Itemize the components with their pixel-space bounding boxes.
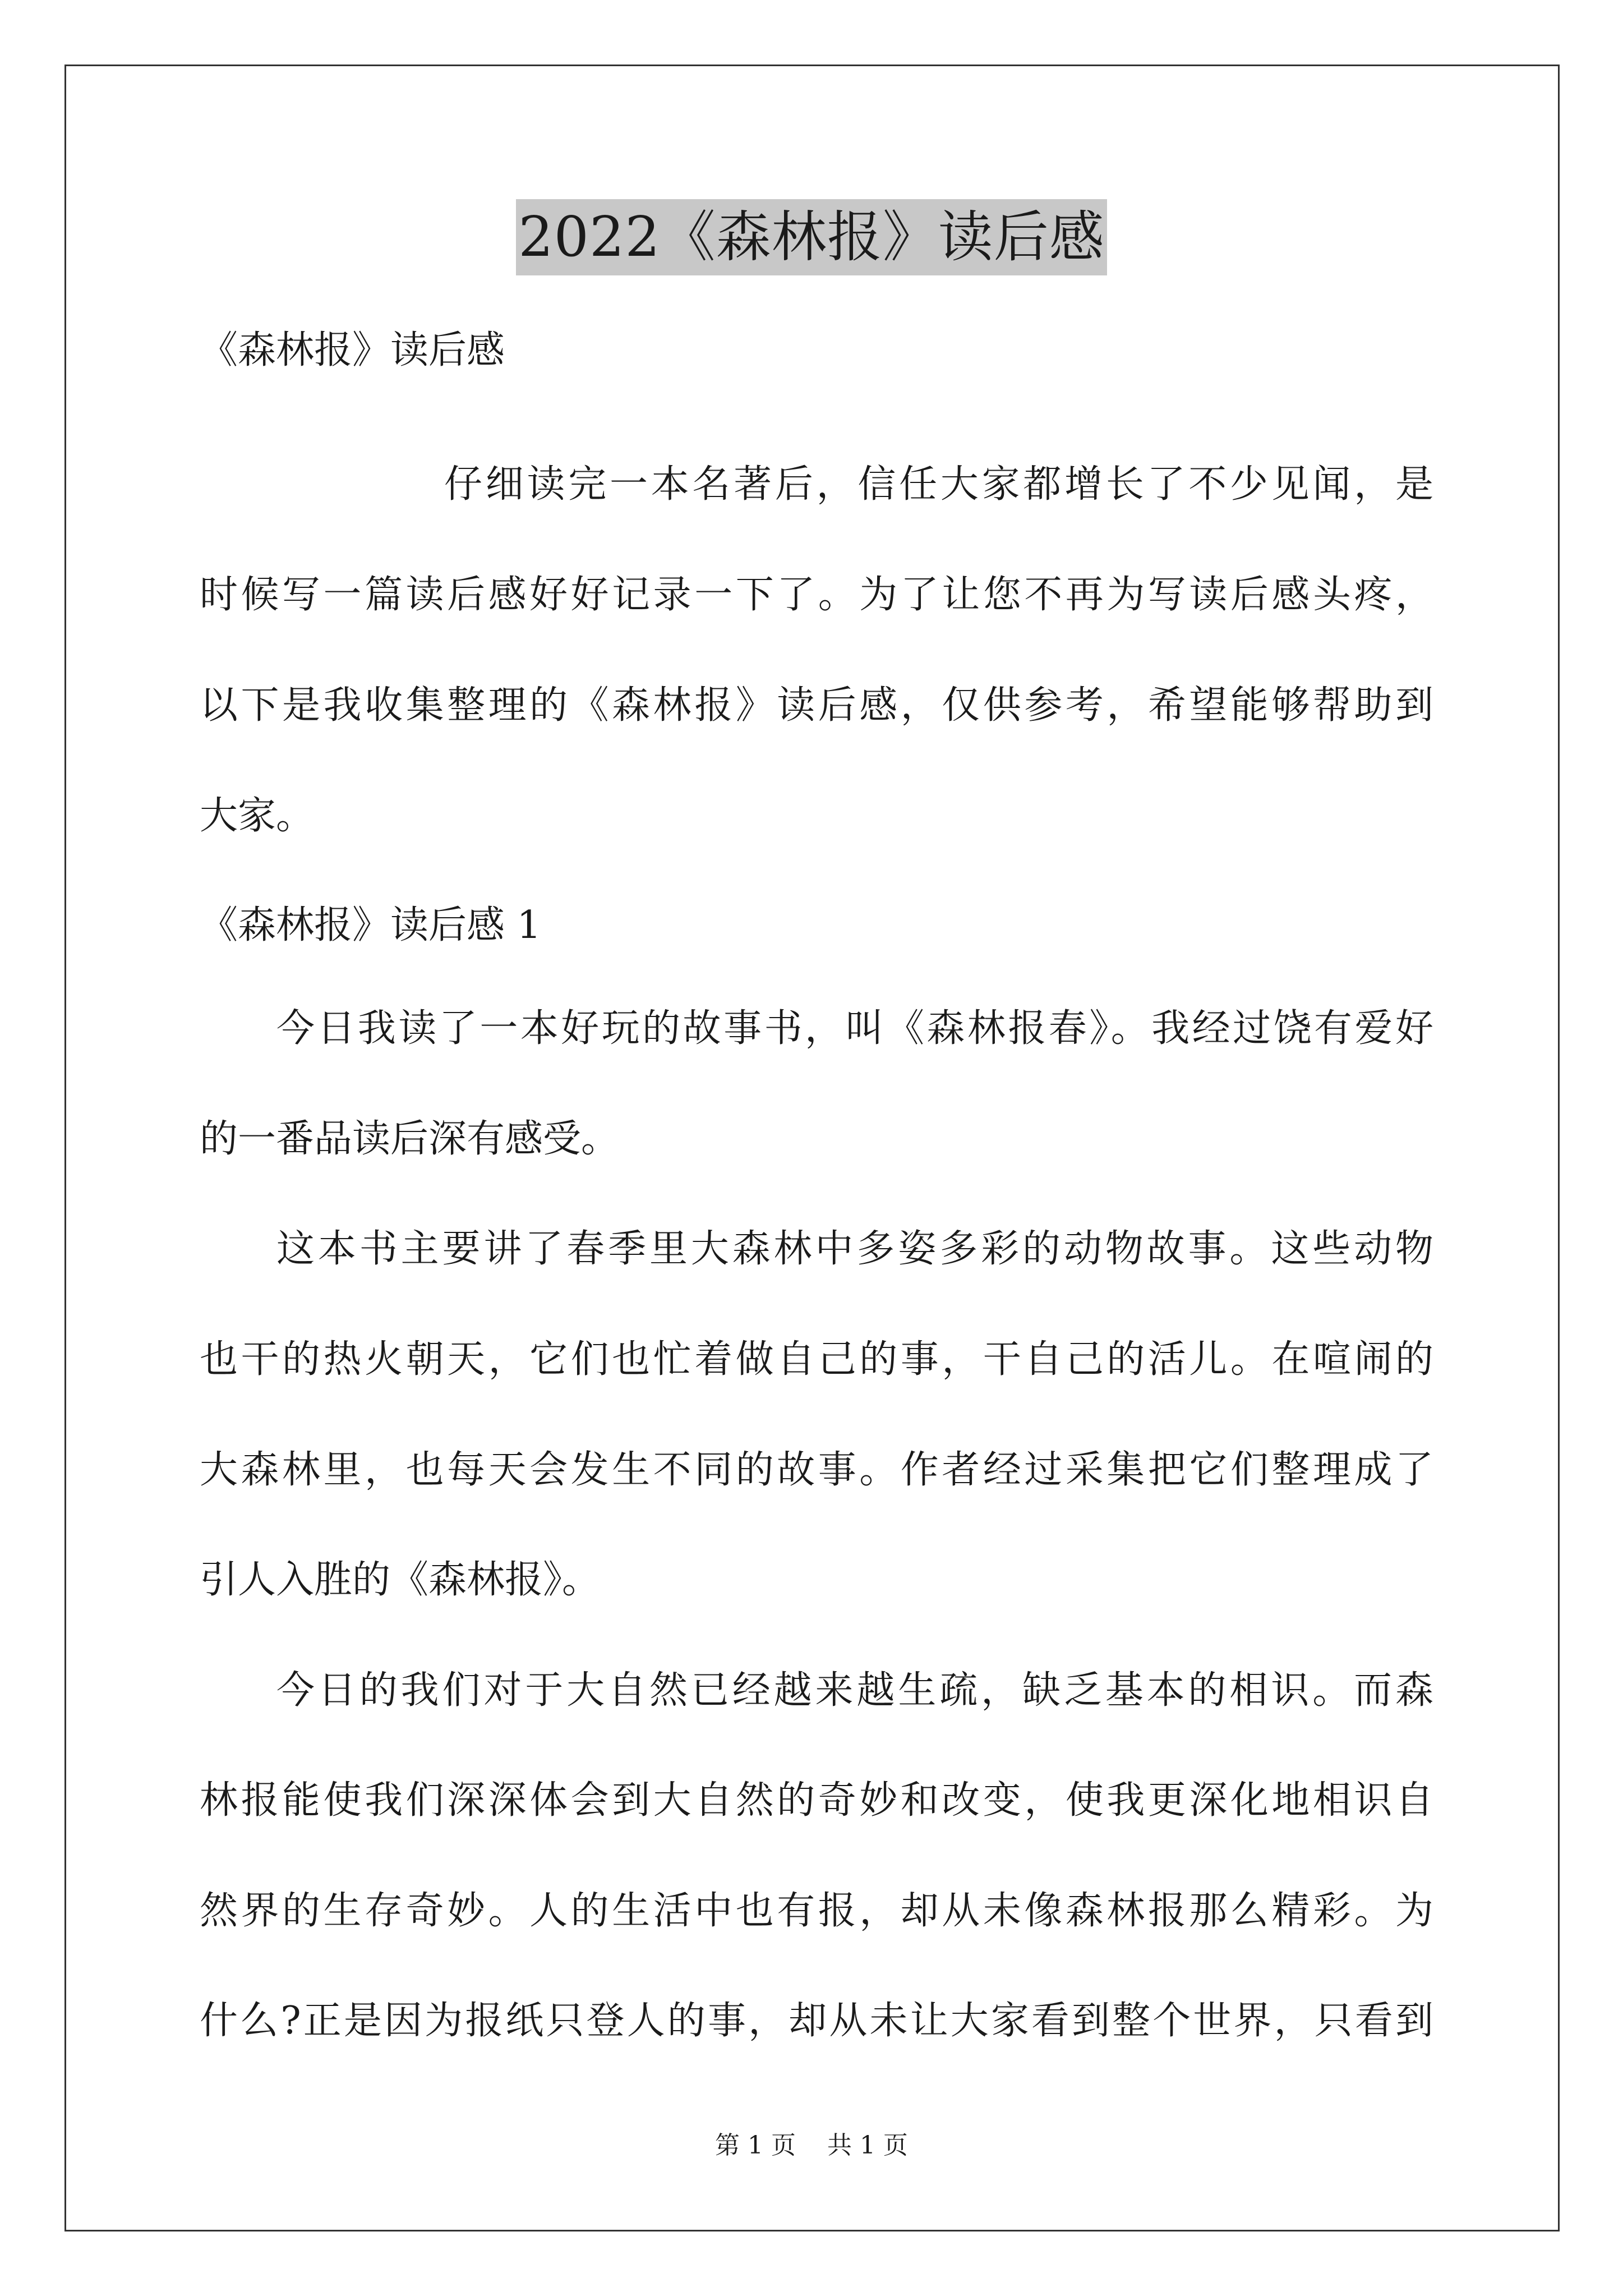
paragraph-line: 大森林里，也每天会发生不同的故事。作者经过采集把它们整理成了	[200, 1448, 1433, 1492]
paragraph-line: 今日我读了一本好玩的故事书，叫《森林报春》。我经过饶有爱好	[276, 1006, 1433, 1051]
title-container	[0, 199, 1623, 275]
paragraph-line: 然界的生存奇妙。人的生活中也有报，却从未像森林报那么精彩。为	[200, 1889, 1433, 1933]
paragraph-line: 时候写一篇读后感好好记录一下了。为了让您不再为写读后感头疼，	[200, 573, 1433, 617]
section-heading: 《森林报》读后感	[200, 328, 505, 372]
paragraph-line: 今日的我们对于大自然已经越来越生疏，缺乏基本的相识。而森	[276, 1668, 1433, 1713]
paragraph-line: 也干的热火朝天，它们也忙着做自己的事，干自己的活儿。在喧闹的	[200, 1337, 1433, 1382]
paragraph-line: 以下是我收集整理的《森林报》读后感，仅供参考，希望能够帮助到	[200, 683, 1433, 728]
page-number-footer: 第 1 页 共 1 页	[715, 2131, 908, 2160]
paragraph-line: 林报能使我们深深体会到大自然的奇妙和改变，使我更深化地相识自	[200, 1778, 1433, 1823]
paragraph-line: 什么?正是因为报纸只登人的事，却从未让大家看到整个世界，只看到	[200, 1999, 1433, 2043]
paragraph-line: 仔细读完一本名著后，信任大家都增长了不少见闻，是	[444, 462, 1433, 507]
paragraph-line: 引人入胜的《森林报》。	[200, 1558, 601, 1602]
document-title: 2022《森林报》读后感	[516, 199, 1106, 275]
paragraph-line: 大家。	[200, 794, 315, 838]
paragraph-line: 这本书主要讲了春季里大森林中多姿多彩的动物故事。这些动物	[276, 1227, 1433, 1271]
paragraph-line: 的一番品读后深有感受。	[200, 1117, 620, 1161]
section-heading: 《森林报》读后感 1	[200, 903, 541, 947]
